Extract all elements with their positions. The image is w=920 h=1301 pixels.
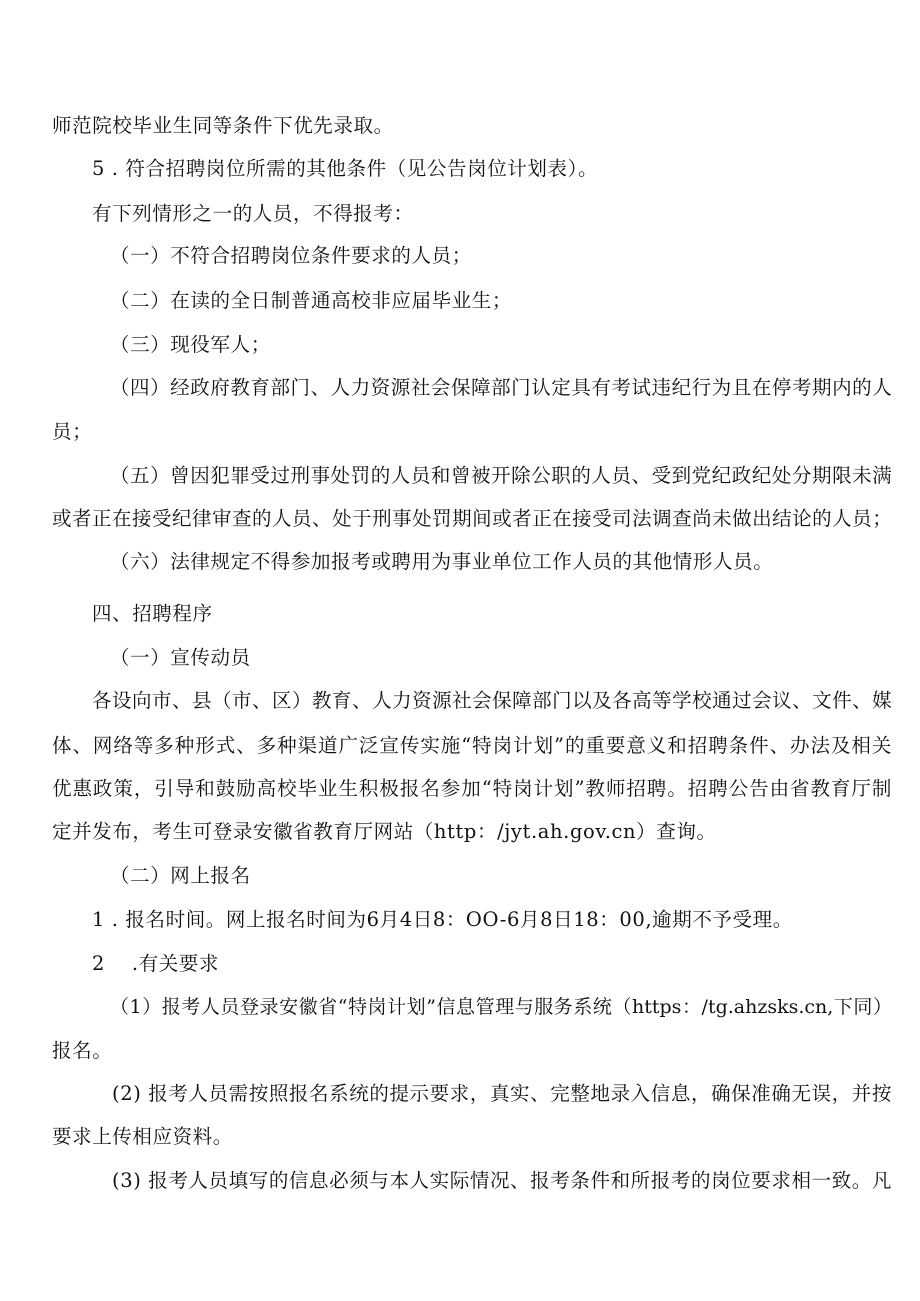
paragraph-line: 定并发布，考生可登录安徽省教育厅网站（http：/jyt.ah.gov.cn）查询。 — [52, 820, 717, 843]
paragraph-line: (3) 报考人员填写的信息必须与本人实际情况、报考条件和所报考的岗位要求相一致。凡 — [112, 1169, 892, 1192]
paragraph-line: （五）曾因犯罪受过刑事处罚的人员和曾被开除公职的人员、受到党纪政纪处分期限未满 — [110, 464, 892, 487]
paragraph-line: （六）法律规定不得参加报考或聘用为事业单位工作人员的其他情形人员。 — [110, 550, 774, 573]
paragraph-line: 要求上传相应资料。 — [52, 1125, 233, 1148]
paragraph-line: 1 . 报名时间。网上报名时间为6月4日8：OO-6月8日18：00,逾期不予受理。 — [92, 908, 793, 931]
paragraph-line: 体、网络等多种形式、多种渠道广泛宣传实施“特岗计划”的重要意义和招聘条件、办法及相关 — [52, 734, 892, 757]
paragraph-line: 师范院校毕业生同等条件下优先录取。 — [52, 114, 394, 137]
paragraph-line: 5 . 符合招聘岗位所需的其他条件（见公告岗位计划表）。 — [92, 157, 599, 180]
paragraph-line: （二）在读的全日制普通高校非应届毕业生； — [110, 289, 513, 312]
paragraph-line: 或者正在接受纪律审查的人员、处于刑事处罚期间或者正在接受司法调查尚未做出结论的人员； — [52, 507, 892, 530]
section-heading: 四、招聘程序 — [92, 602, 213, 625]
paragraph-line: 报名。 — [52, 1039, 113, 1062]
paragraph-line: (2) 报考人员需按照报名系统的提示要求，真实、完整地录入信息，确保准确无误，并按 — [112, 1082, 892, 1105]
paragraph-line: 员； — [52, 420, 93, 443]
paragraph-line: （四）经政府教育部门、人力资源社会保障部门认定具有考试违纪行为且在停考期内的人 — [110, 376, 892, 399]
paragraph-line: 有下列情形之一的人员，不得报考： — [92, 202, 414, 225]
paragraph-line: （一）不符合招聘岗位条件要求的人员； — [110, 244, 472, 267]
paragraph-line: 各设向市、县（市、区）教育、人力资源社会保障部门以及各高等学校通过会议、文件、媒 — [92, 689, 892, 712]
paragraph-line: （三）现役军人； — [110, 333, 271, 356]
subsection-heading: （二）网上报名 — [110, 864, 251, 887]
paragraph-line: 2 .有关要求 — [92, 952, 220, 975]
subsection-heading: （一）宣传动员 — [110, 646, 251, 669]
paragraph-line: （1）报考人员登录安徽省“特岗计划”信息管理与服务系统（https：/tg.ahzsks.cn,下同） — [110, 996, 892, 1018]
paragraph-line: 优惠政策，引导和鼓励高校毕业生积极报名参加“特岗计划”教师招聘。招聘公告由省教育厅制 — [52, 777, 892, 800]
